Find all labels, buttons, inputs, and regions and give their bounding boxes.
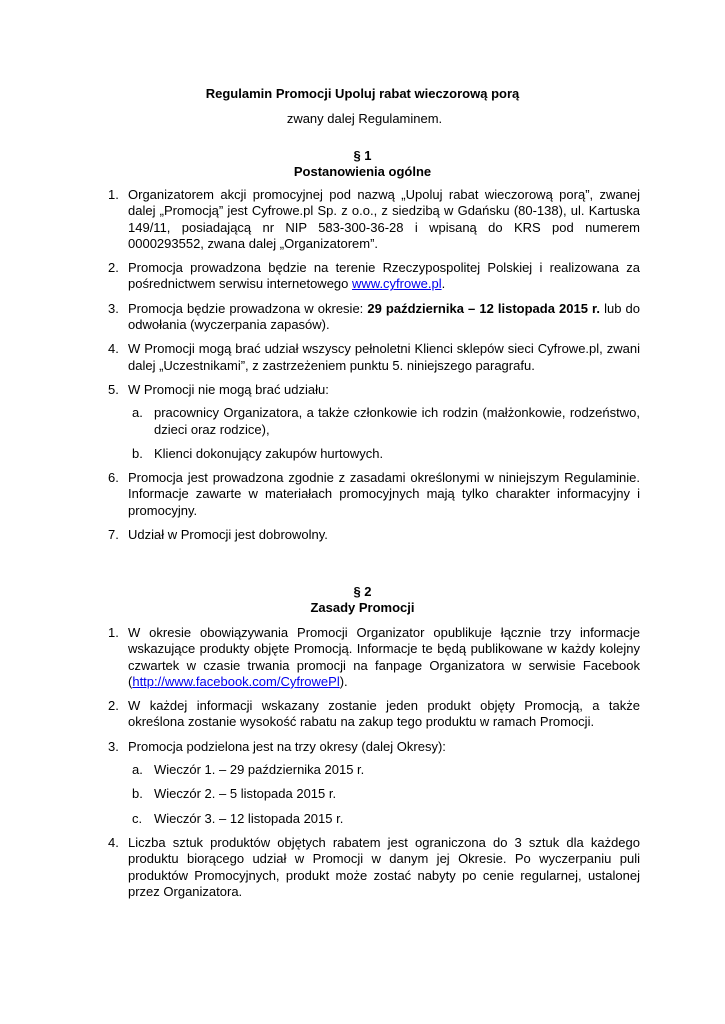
list-item [108,382,640,398]
item-text: Promocja prowadzona będzie na terenie Rzeczypospolitej Polskiej i realizowana za pośrednictwem serwisu internetowego [128,260,640,292]
sub-item-text: Wieczór 3. – 12 listopada 2015 r. [154,810,344,826]
section-1-number: § 1 [353,148,372,163]
list-item [108,739,640,755]
item-text: Organizatorem akcji promocyjnej pod nazwą „Upoluj rabat wieczorową porą”, zwanej dalej „Promocją” jest Cyfrowe.pl Sp. z o.o., z siedzibą w Gdańsku (80-138), ul. Kartuska 149/11, posiadającą nr NIP 583-300-36-28 i wpisaną do KRS pod numerem 0000293552, zwana dalej „Organizatorem”. [128,187,640,251]
item-text-end: lub do odwołania (wyczerpania zapasów). [128,300,640,333]
item-text: W każdej informacji wskazany zostanie jeden produkt objęty Promocją, a także określona zostanie wysokość rabatu na zakup tego produktu w ramach Promocji. [128,698,640,730]
item-text: W Promocji mogą brać udział wszyscy pełnoletni Klienci sklepów sieci Cyfrowe.pl, zwani dalej „Uczestnikami”, z zastrzeżeniem punktu 5. niniejszego paragrafu. [128,341,640,373]
item-text: Promocja będzie prowadzona w okresie: [128,300,368,316]
document-subtitle: zwany dalej Regulaminem. [286,111,443,126]
list-item [108,260,640,293]
item-number: 4. [108,834,119,850]
sub-list-item [88,405,640,438]
section-1-list [108,187,640,551]
item-text: Promocja jest prowadzona zgodnie z zasadami określonymi w niniejszym Regulaminie. Informacje zawarte w materiałach promocyjnych mają tylko charakter informacyjny i promocyjny. [128,470,640,518]
list-item [108,187,640,252]
facebook-link[interactable]: http://www.facebook.com/CyfrowePl [132,673,340,689]
sub-item-letter: b. [132,445,143,461]
sub-item-text: Klienci dokonujący zakupów hurtowych. [154,445,384,461]
item-number: 4. [108,341,119,357]
promo-period: 29 października – 12 listopada 2015 r. [367,300,600,316]
list-item [108,698,640,731]
sub-item-letter: c. [132,810,143,826]
item-number: 3. [108,738,119,754]
sub-item-letter: a. [132,762,143,778]
sub-item-letter: b. [132,786,143,802]
sub-list-item [88,446,640,462]
list-item [108,470,640,519]
item-number: 5. [108,381,119,397]
section-2-number: § 2 [353,584,372,599]
list-item [108,341,640,374]
list-item [108,527,640,543]
sub-item-text: Wieczór 2. – 5 listopada 2015 r. [154,786,337,802]
item-text-end: . [441,276,446,292]
item-number: 7. [108,527,119,543]
sub-list-item [88,786,640,802]
item-text: W okresie obowiązywania Promocji Organizator opublikuje łącznie trzy informacje wskazujące produkty objęte Promocją. Informacje te będą publikowane w każdy kolejny czwartek w czasie trwania promocji na fanpage Organizatora w serwisie Facebook ( [128,625,640,689]
section-1-title: Postanowienia ogólne [293,164,432,179]
cyfrowe-link[interactable]: www.cyfrowe.pl [352,276,442,292]
section-2-list [108,625,640,908]
sub-item-letter: a. [132,405,143,421]
item-number: 6. [108,470,119,486]
item-text: Liczba sztuk produktów objętych rabatem jest ograniczona do 3 sztuk dla każdego produktu biorącego udział w Promocji w danym jej Okresie. Po wyczerpaniu puli produktów Promocyjnych, produkt może zostać nabyty po cenie regularnej, ustalonej przez Organizatora. [128,834,640,899]
item-number: 3. [108,300,119,316]
item-text: Promocja podzielona jest na trzy okresy (dalej Okresy): [128,738,446,754]
item-number: 1. [108,187,119,202]
list-item [108,835,640,900]
item-text: W Promocji nie mogą brać udziału: [128,381,329,397]
sub-list-item [88,762,640,778]
item-number: 2. [108,260,119,276]
item-number: 2. [108,698,119,714]
document-title: Regulamin Promocji Upoluj rabat wieczorową porą [205,86,520,101]
list-item [108,301,640,334]
item-text: Udział w Promocji jest dobrowolny. [128,527,328,543]
item-text-end: ). [339,673,348,689]
sub-list-item [88,811,640,827]
sub-item-text: Wieczór 1. – 29 października 2015 r. [154,762,365,778]
section-2-title: Zasady Promocji [310,600,415,615]
sub-item-text: pracownicy Organizatora, a także członkowie ich rodzin (małżonkowie, rodzeństwo, dzieci oraz rodzice), [154,405,640,437]
list-item [108,625,640,690]
item-number: 1. [108,625,119,640]
